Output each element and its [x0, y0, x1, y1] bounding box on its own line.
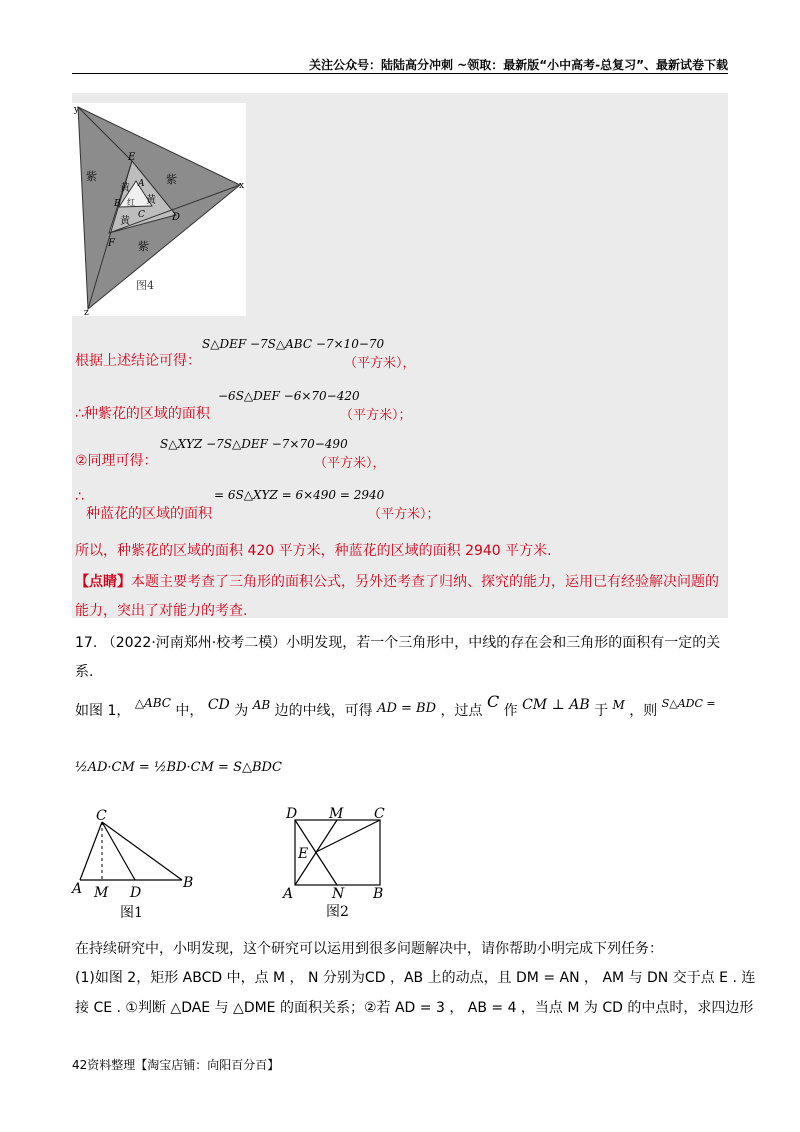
p3-s: S△ADC =: [661, 697, 716, 710]
fig4-label-c: C: [138, 210, 145, 220]
fig4-region-yellow-1: 黄: [120, 183, 130, 194]
fig4-region-yellow-2: 黄: [146, 195, 156, 206]
solution-line-4-math: = 6S△XYZ = 6×490 = 2940: [214, 488, 385, 502]
page-number: 42: [72, 1058, 88, 1072]
fig4-region-purple-3: 紫: [138, 240, 149, 253]
solution-line-1-label: 根据上述结论可得：: [75, 353, 201, 369]
fig4-label-f: F: [108, 238, 115, 249]
solution-line-3-math: S△XYZ −7S△DEF −7×70−490: [160, 437, 348, 451]
fig4-label-y: y: [74, 105, 80, 115]
fig2-label-d: D: [286, 806, 298, 822]
fig4-region-purple-1: 紫: [86, 170, 97, 183]
p3-b: 中，: [175, 703, 204, 719]
problem-line-2: 系.: [75, 664, 94, 680]
fig4-label-z: z: [84, 308, 89, 316]
solution-line-4-therefore: ∴: [75, 489, 84, 505]
p3-e: ，过点: [440, 703, 483, 719]
fig2-label-e: E: [298, 846, 309, 862]
solution-line-2-unit: （平方米）；: [340, 408, 412, 423]
p3-c: 为: [234, 703, 249, 719]
solution-comment-line-1: [75, 571, 719, 591]
figure-4: [72, 103, 246, 316]
solution-line-4-label: 种蓝花的区域的面积: [86, 506, 212, 522]
fig4-label-a: A: [138, 179, 145, 189]
page-header: 关注公众号：陆陆高分冲刺 ~领取：最新版“小中高考-总复习”、最新试卷下载: [309, 58, 728, 72]
fig2-label-m: M: [329, 806, 344, 822]
figure-1: [70, 805, 210, 925]
fig2-label-b: B: [373, 886, 384, 902]
problem-line-4-math: ½AD·CM = ½BD·CM = S△BDC: [75, 760, 282, 775]
solution-line-1-unit: （平方米），: [344, 356, 416, 371]
problem-line-3: [75, 692, 716, 720]
fig1-label-d: D: [130, 885, 142, 901]
problem-line-1: 17. （2022·河南郑州·校考二模）小明发现，若一个三角形中，中线的存在会和三角形的面积有一定的关: [75, 635, 721, 651]
page-footer: [72, 1056, 279, 1073]
fig4-region-purple-2: 紫: [166, 173, 177, 186]
fig4-label-x: x: [239, 181, 245, 191]
p3-triangle: △ABC: [134, 696, 171, 710]
task-1-line-1: (1)如图 2，矩形 ABCD 中，点 M ， N 分别为CD ，AB 上的动点，且 DM = AN ， AM 与 DN 交于点 E . 连: [75, 970, 756, 986]
comment-text-1: 本题主要考查了三角形的面积公式，另外还考查了归纳、探究的能力，运用已有经验解决问题的: [131, 574, 719, 590]
p3-h: ，则: [629, 703, 658, 719]
solution-line-3-unit: （平方米），: [314, 456, 386, 471]
solution-line-2-label: ∴种紫花的区域的面积: [75, 406, 210, 422]
task-intro: 在持续研究中，小明发现，这个研究可以运用到很多问题解决中，请你帮助小明完成下列任务：: [75, 941, 663, 957]
fig4-region-red: 红: [127, 198, 135, 207]
p3-M: M: [612, 698, 625, 712]
p3-ab: AB: [252, 698, 271, 712]
solution-line-1-math: S△DEF −7S△ABC −7×10−70: [202, 337, 385, 351]
p3-cd: CD: [207, 697, 230, 713]
fig4-caption: 图4: [136, 279, 154, 292]
p3-a: 如图 1，: [75, 703, 131, 719]
fig4-label-e: E: [128, 152, 136, 163]
fig2-caption: 图2: [326, 904, 349, 920]
solution-line-2-math: −6S△DEF −6×70−420: [218, 389, 360, 403]
figure-2: [280, 800, 400, 925]
comment-tag: 【点睛】: [75, 574, 131, 590]
header-divider: [72, 73, 728, 74]
solution-line-3-label: ②同理可得：: [75, 453, 158, 469]
fig1-label-m: M: [94, 885, 109, 901]
p3-perp: CM ⊥ AB: [522, 697, 590, 713]
solution-line-4-unit: （平方米）；: [368, 507, 440, 522]
solution-comment-line-2: 能力，突出了对能力的考查.: [75, 603, 248, 619]
fig1-caption: 图1: [120, 905, 143, 921]
fig2-label-c: C: [374, 806, 385, 822]
fig4-label-b: B: [114, 199, 121, 209]
task-1-line-2: 接 CE . ①判断 △DAE 与 △DME 的面积关系；②若 AD = 3 ， AB = 4 ，当点 M 为 CD 的中点时，求四边形: [75, 1000, 754, 1016]
fig1-label-c: C: [96, 808, 107, 824]
fig2-label-a: A: [283, 886, 294, 902]
fig1-label-a: A: [72, 881, 83, 897]
solution-conclusion: 所以，种紫花的区域的面积 420 平方米，种蓝花的区域的面积 2940 平方米.: [75, 543, 552, 559]
p3-eq: AD = BD: [377, 701, 437, 716]
footer-text: 资料整理【淘宝店铺：向阳百分百】: [87, 1058, 280, 1072]
p3-d: 边的中线，可得: [274, 703, 373, 719]
p3-f: 作: [503, 703, 518, 719]
p3-g: 于: [594, 703, 609, 719]
fig4-region-yellow-3: 黄: [120, 216, 130, 227]
fig2-label-n: N: [332, 886, 345, 902]
fig4-label-d: D: [172, 212, 181, 223]
p3-C: C: [486, 692, 500, 711]
fig1-label-b: B: [183, 875, 194, 891]
